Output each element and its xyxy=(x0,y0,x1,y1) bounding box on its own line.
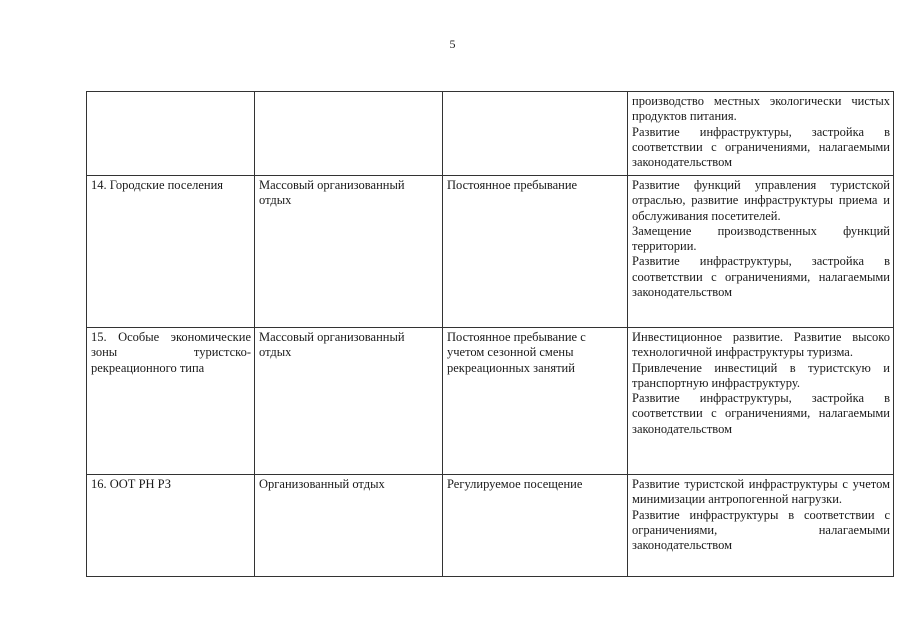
recreation-type-cell: Организованный отдых xyxy=(255,475,443,577)
zoning-table xyxy=(86,91,894,577)
direction-paragraph: Развитие инфраструктуры, застройка в соответствии с ограничениями, налагаемыми законодательством xyxy=(632,254,890,300)
directions-cell xyxy=(628,328,894,475)
table-row xyxy=(87,176,894,328)
direction-paragraph: производство местных экологически чистых продуктов питания. xyxy=(632,94,890,124)
recreation-type-cell: Массовый организованный отдых xyxy=(255,328,443,475)
recreation-type-cell xyxy=(255,92,443,176)
direction-paragraph: Замещение производственных функций территории. xyxy=(632,223,890,254)
direction-paragraph: Привлечение инвестиций в туристскую и транспортную инфраструктуру. xyxy=(632,360,890,390)
directions-cell xyxy=(628,92,894,176)
directions-cell xyxy=(628,475,894,577)
territory-cell: 16. ООТ РН РЗ xyxy=(87,475,255,577)
stay-mode-cell: Постоянное пребывание xyxy=(443,176,628,328)
direction-paragraph: Инвестиционное развитие. Развитие высоко технологичной инфраструктуры туризма. xyxy=(632,330,890,360)
directions-cell xyxy=(628,176,894,328)
direction-paragraph: Развитие функций управления туристской отраслью, развитие инфраструктуры приема и обслуживания посетителей. xyxy=(632,178,890,223)
stay-mode-cell xyxy=(443,92,628,176)
stay-mode-cell: Регулируемое посещение xyxy=(443,475,628,577)
stay-mode-cell: Постоянное пребывание с учетом сезонной смены рекреационных занятий xyxy=(443,328,628,475)
territory-cell: 14. Городские поселения xyxy=(87,176,255,328)
page-number: 5 xyxy=(449,37,456,51)
territory-cell: 15. Особые экономические зоны туристско-рекреационного типа xyxy=(87,328,255,475)
direction-paragraph: Развитие туристской инфраструктуры с учетом минимизации антропогенной нагрузки. xyxy=(632,477,890,507)
territory-cell xyxy=(87,92,255,176)
recreation-type-cell: Массовый организованный отдых xyxy=(255,176,443,328)
direction-paragraph: Развитие инфраструктуры, застройка в соответствии с ограничениями, налагаемыми законодательством xyxy=(632,124,890,170)
table-row xyxy=(87,475,894,577)
table-row xyxy=(87,328,894,475)
table-row xyxy=(87,92,894,176)
direction-paragraph: Развитие инфраструктуры, застройка в соответствии с ограничениями, налагаемыми законодательством xyxy=(632,391,890,436)
direction-paragraph: Развитие инфраструктуры в соответствии с ограничениями, налагаемыми законодательством xyxy=(632,507,890,553)
